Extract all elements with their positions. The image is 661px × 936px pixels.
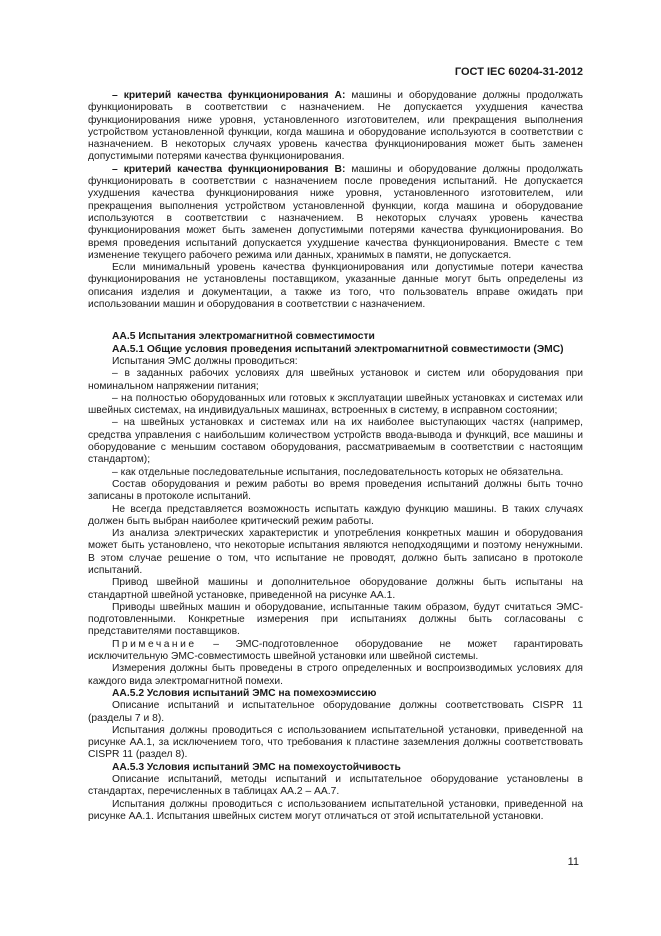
heading-aa52-text: АА.5.2 Условия испытаний ЭМС на помехоэмиссию <box>112 687 377 699</box>
aa51-para-1: Состав оборудования и режим работы во время проведения испытаний должны быть точно записаны в протоколе испытаний. <box>88 478 583 503</box>
heading-aa52 <box>88 688 583 700</box>
heading-aa5-text: АА.5 Испытания электромагнитной совместимости <box>112 331 375 343</box>
paragraph-minimum-level: Если минимальный уровень качества функционирования или допустимые потери качества функционирования не установлены поставщиком, указанные данные могут быть определены из описания изделия и документации, а также из того, что пользователь вправе ожидать при использовании машин и оборудования в соответствии с назначением. <box>88 262 583 311</box>
heading-aa5 <box>88 331 583 343</box>
paragraph-criterion-a <box>88 90 583 164</box>
heading-aa53-text: АА.5.3 Условия испытаний ЭМС на помехоустойчивость <box>112 761 401 773</box>
aa51-para-2: Не всегда представляется возможность испытать каждую функцию машины. В таких случаях должен быть выбран наиболее критический режим работы. <box>88 503 583 527</box>
aa51-item-4: – как отдельные последовательные испытания, последовательность которых не обязательна. <box>112 466 564 478</box>
heading-aa53 <box>88 762 583 774</box>
aa51-closing: Измерения должны быть проведены в строго определенных и воспроизводимых условиях для каждого вида электромагнитной помехи. <box>88 663 583 687</box>
aa53-para-2: Испытания должны проводиться с использованием испытательной установки, приведенной на рисунке АА.1. Испытания швейных систем могут отличаться от этой испытательной установки. <box>88 798 583 822</box>
paragraph-criterion-b <box>88 164 583 262</box>
aa51-item-3: – на швейных установках и системах или на их наиболее выступающих частях (например, средства управления с наибольшим количеством устройств ввода-вывода и функций, все машины и оборудование с меньшим составом оборудования, рассматриваемым в соответствии с настоящим стандартом); <box>88 417 583 466</box>
aa51-para-5: Приводы швейных машин и оборудование, испытанные таким образом, будут считаться ЭМС-подготовленными. Конкретные измерения при испытаниях должны быть согласованы с представителями поставщиков. <box>88 601 583 638</box>
note-label: Примечание <box>112 638 197 650</box>
aa52-para-2: Испытания должны проводиться с использованием испытательной установки, приведенной на рисунке АА.1, за исключением того, что требования к пластине заземления должны соответствовать CISPR 11 (раздел 8). <box>88 724 583 761</box>
aa51-intro: Испытания ЭМС должны проводиться: <box>112 355 298 367</box>
aa51-item-2: – на полностью оборудованных или готовых к эксплуатации швейных установках и системах или швейных системах, на индивидуальных машинах, встроенных в систему, в исправном состоянии; <box>88 392 583 417</box>
aa51-para-3: Из анализа электрических характеристик и употребления конкретных машин и оборудования может быть установлено, что некоторые испытания являются неподходящими и поэтому ненужными. В этом случае решение о том, что испытание не проводят, должно быть записано в протоколе испытаний. <box>88 528 583 576</box>
criterion-b-lead: – критерий качества функционирования B: <box>112 163 346 175</box>
aa52-para-1: Описание испытаний и испытательное оборудование должны соответствовать CISPR 11 (разделы 7 и 8). <box>88 700 583 724</box>
note-text: – ЭМС-подготовленное оборудование не может гарантировать исключительную ЭМС-совместимость швейной установки или швейной системы. <box>88 638 583 663</box>
heading-aa51 <box>88 344 583 356</box>
criterion-a-lead: – критерий качества функционирования A: <box>112 90 346 101</box>
aa51-note <box>88 639 583 664</box>
aa51-item-1: – в заданных рабочих условиях для швейных установок и систем или оборудования при номинальном напряжении питания; <box>88 368 583 392</box>
document-content <box>88 90 583 823</box>
aa53-para-1: Описание испытаний, методы испытаний и испытательное оборудование установлены в стандартах, перечисленных в таблицах АА.2 – АА.7. <box>88 774 583 798</box>
criterion-a-text: машины и оборудование должны продолжать функционировать в соответствии с назначением. Не допускается ухудшения качества функционирования ниже уровня, установленного изготовителем, или прекращения выполнения устройством установленной функции, когда машина и оборудование используются в соответствии с назначением. В некоторых случаях уровень качества функционирования может быть заменен допустимыми потерями качества функционирования. <box>88 90 583 163</box>
aa51-para-4: Привод швейной машины и дополнительное оборудование должны быть испытаны на стандартной швейной установке, приведенной на рисунке АА.1. <box>88 577 583 601</box>
criterion-b-text: машины и оборудование должны продолжать функционировать в соответствии с назначением после проведения испытаний. Не допускается ухудшения качества функционирования ниже уровня, установленного изготовителем, или прекращения выполнения устройством установленной функции, когда машина и оборудование используются в соответствии с назначением. В некоторых случаях уровень качества функционирования может быть заменен допустимыми потерями качества функционирования. Во время проведения испытаний допускается ухудшение качества функционирования. Вместе с тем изменение текущего рабочего режима или данных, хранимых в памяти, не допускается. <box>88 163 583 261</box>
page-number: 11 <box>567 856 579 868</box>
heading-aa51-text: АА.5.1 Общие условия проведения испытаний электромагнитной совместимости (ЭМС) <box>112 343 564 355</box>
document-id-header: ГОСТ IEC 60204-31-2012 <box>454 66 583 78</box>
